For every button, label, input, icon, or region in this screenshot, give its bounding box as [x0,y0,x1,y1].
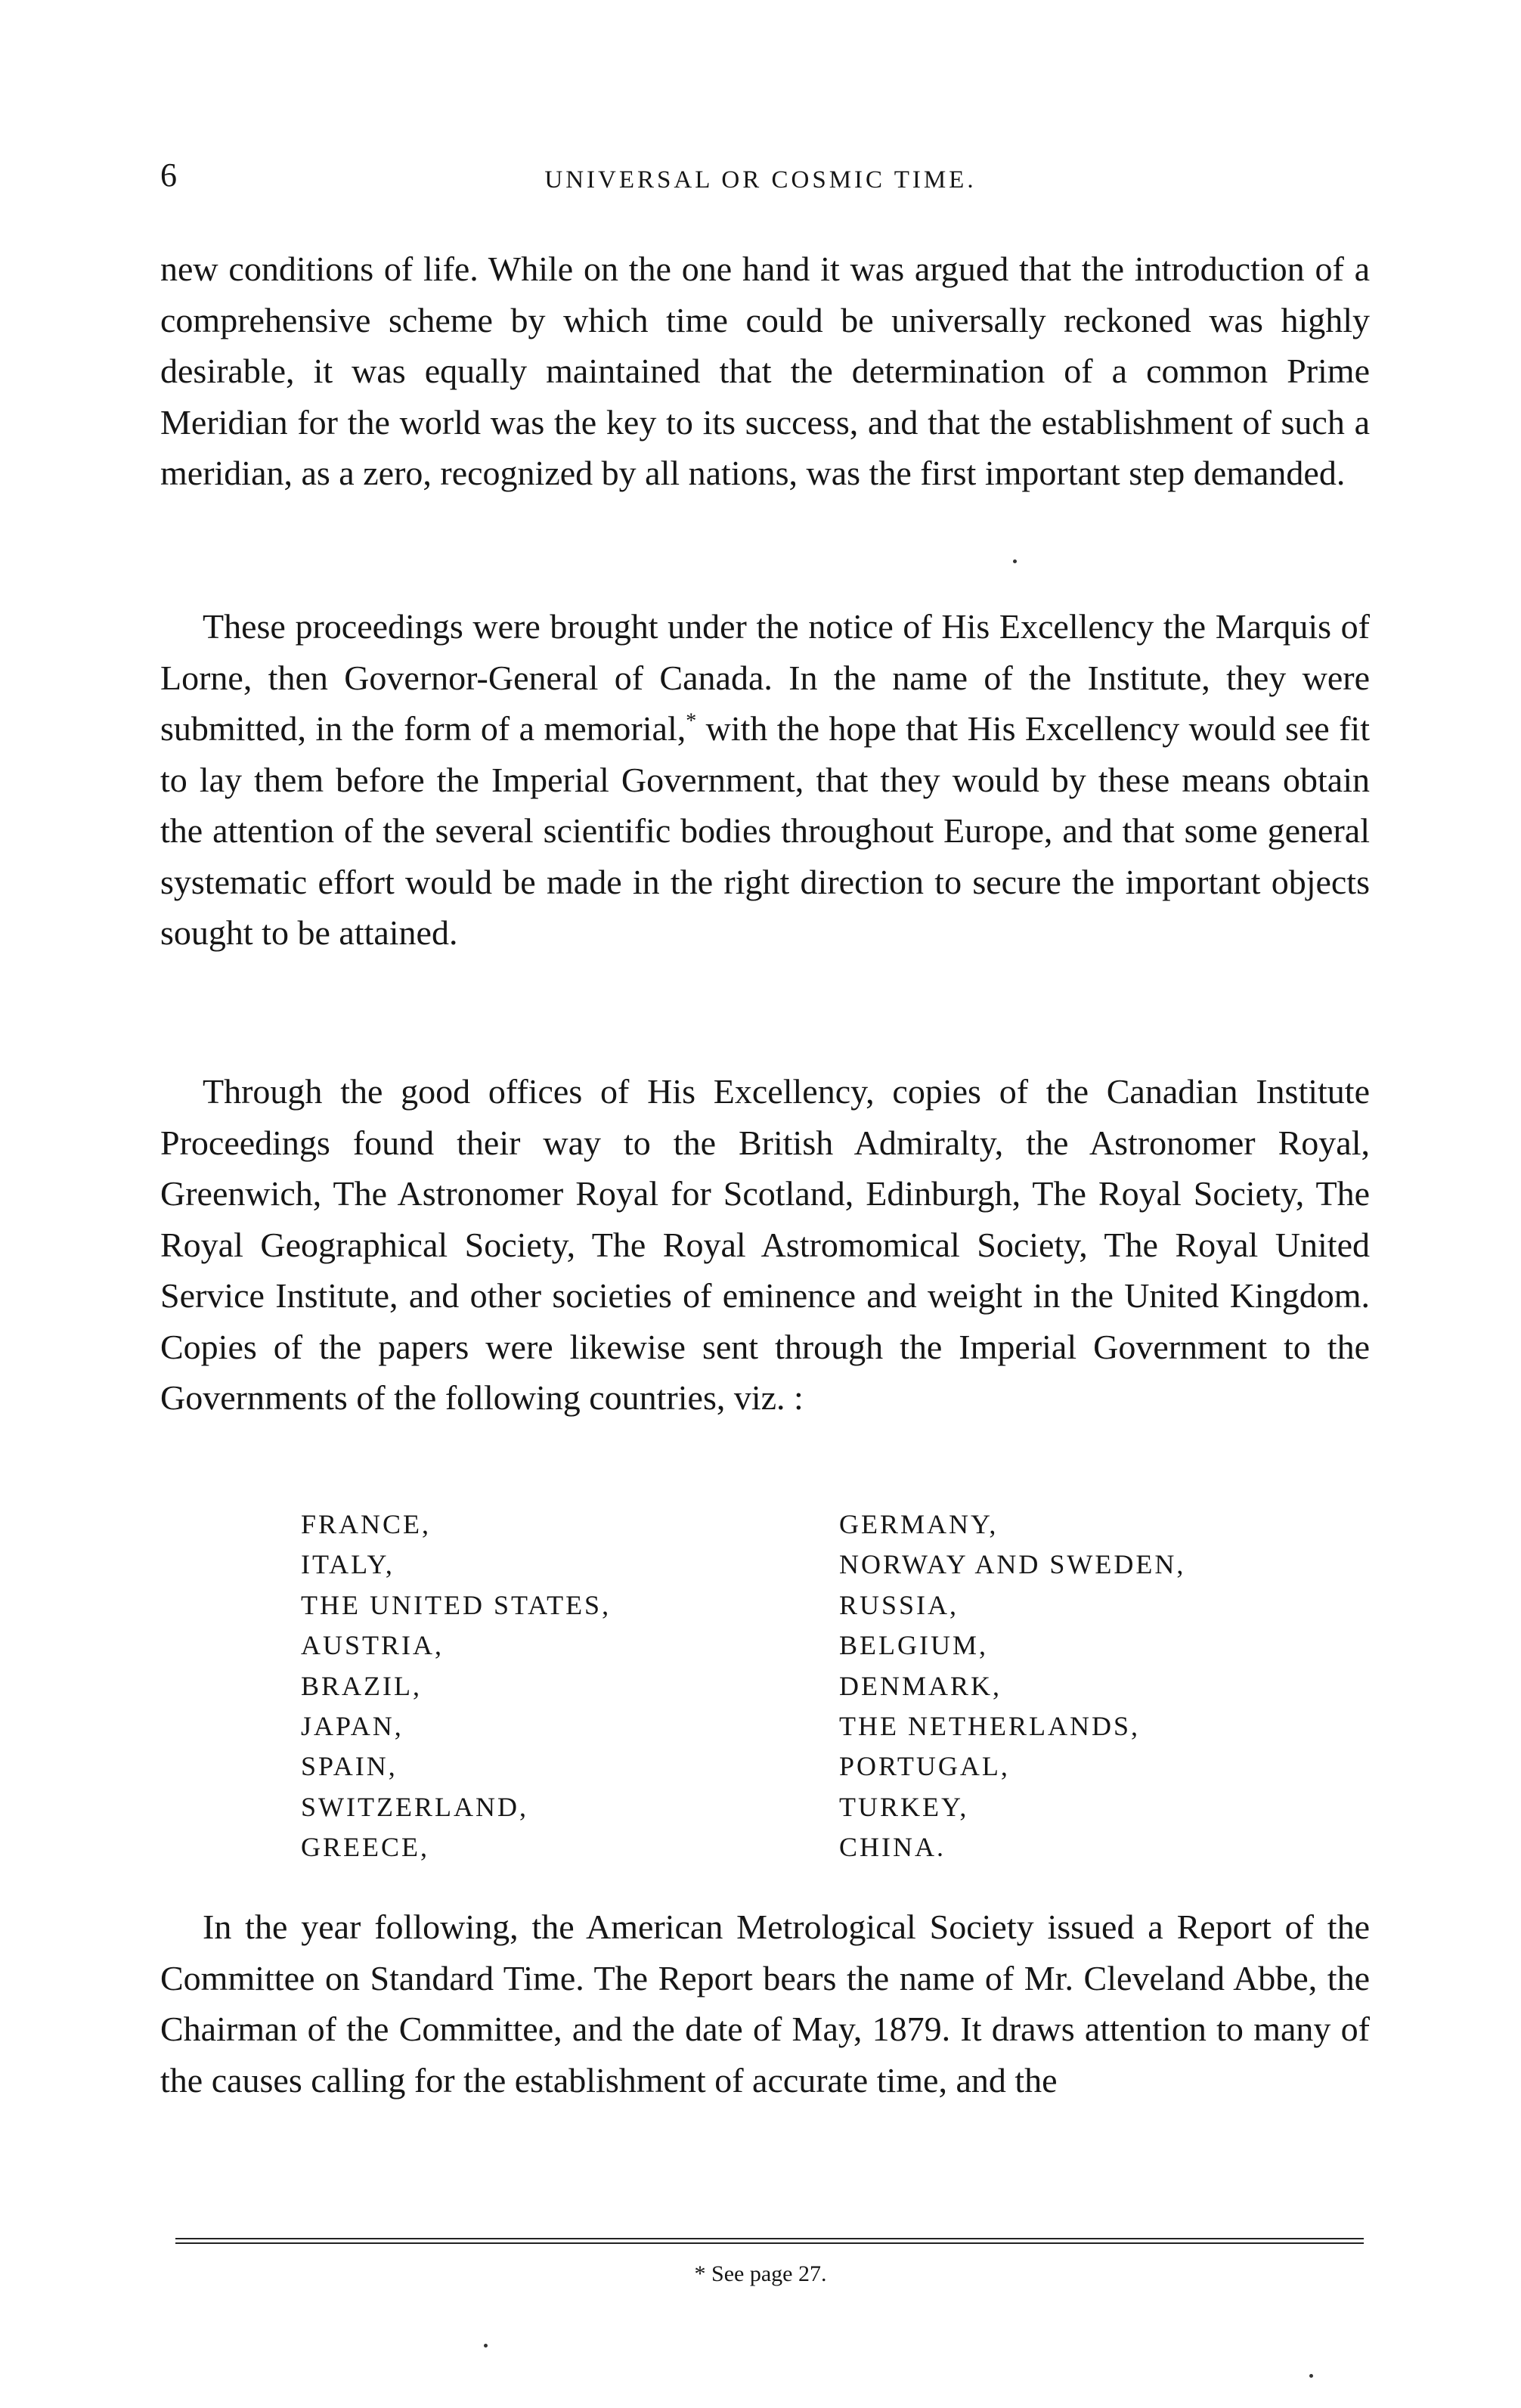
country-item: FRANCE, [301,1509,432,1539]
country-item: DENMARK, [839,1670,1002,1701]
country-item: BELGIUM, [839,1630,988,1661]
paragraph-2 [160,601,1370,959]
paragraph-2-text-after: with the hope that His Excellency would see fit to lay them before the Imperial Government, that they would by these means obtain the attention of the several scientific bodies throughout Europe, and that some general systematic effort would be made in the right direction to secure the important objects sought to be attained. [160,709,1370,952]
country-item: ITALY, [301,1549,395,1580]
country-list [0,1505,1521,1883]
print-speck [1013,559,1017,563]
footnote: * See page 27. [694,2261,827,2286]
country-item: GREECE, [301,1832,429,1863]
country-item: THE NETHERLANDS, [839,1711,1140,1742]
paragraph-1: new conditions of life. While on the one hand it was argued that the introduction of a comprehensive scheme by which time could be universally reckoned was highly desirable, it was equally maintained that the determination of a common Prime Meridian for the world was the key to its success, and that the establishment of such a meridian, as a zero, recognized by all nations, was the first important step demanded. [160,249,1370,492]
country-item: SWITZERLAND, [301,1791,528,1822]
footnote-divider [175,2238,1364,2244]
footnote-marker: * [686,709,697,733]
country-item: GERMANY, [839,1509,999,1539]
running-title: UNIVERSAL OR COSMIC TIME. [544,166,977,194]
country-list-right-column [839,1505,1185,1868]
country-item: CHINA. [839,1832,946,1863]
print-speck [484,2344,488,2348]
paragraph-4: In the year following, the American Metrological Society issued a Report of the Committee on Standard Time. The Report bears the name of Mr. Cleveland Abbe, the Chairman of the Committee, and the date of May, 1879. It draws attention to many of the causes calling for the establishment of accurate time, and the [160,1907,1370,2100]
country-item: RUSSIA, [839,1589,959,1620]
paragraph-3: Through the good offices of His Excellency, copies of the Canadian Institute Proceedings found their way to the British Admiralty, the Astronomer Royal, Greenwich, The Astronomer Royal for Scotland, Edinburgh, The Royal Society, The Royal Geographical Society, The Royal Astromomical Society, The Royal United Service Institute, and other societies of eminence and weight in the United Kingdom. Copies of the papers were likewise sent through the Imperial Government to the Governments of the following countries, viz. : [160,1072,1370,1417]
country-item: NORWAY AND SWEDEN, [839,1549,1186,1580]
country-item: SPAIN, [301,1751,398,1782]
country-item: BRAZIL, [301,1670,422,1701]
country-item: TURKEY, [839,1791,969,1822]
country-item: AUSTRIA, [301,1630,445,1661]
page-number: 6 [160,157,177,194]
print-speck [1309,2374,1313,2378]
country-list-left-column [301,1505,611,1868]
country-item: PORTUGAL, [839,1751,1010,1782]
country-item: JAPAN, [301,1711,404,1742]
country-item: THE UNITED STATES, [301,1589,612,1620]
paragraph-2-text-before: These proceedings were brought under the notice of His Excellency the Marquis of Lorne, then Governor-General of Canada. In the name of the Institute, they were submitted, in the form of a memorial, [160,607,1370,748]
